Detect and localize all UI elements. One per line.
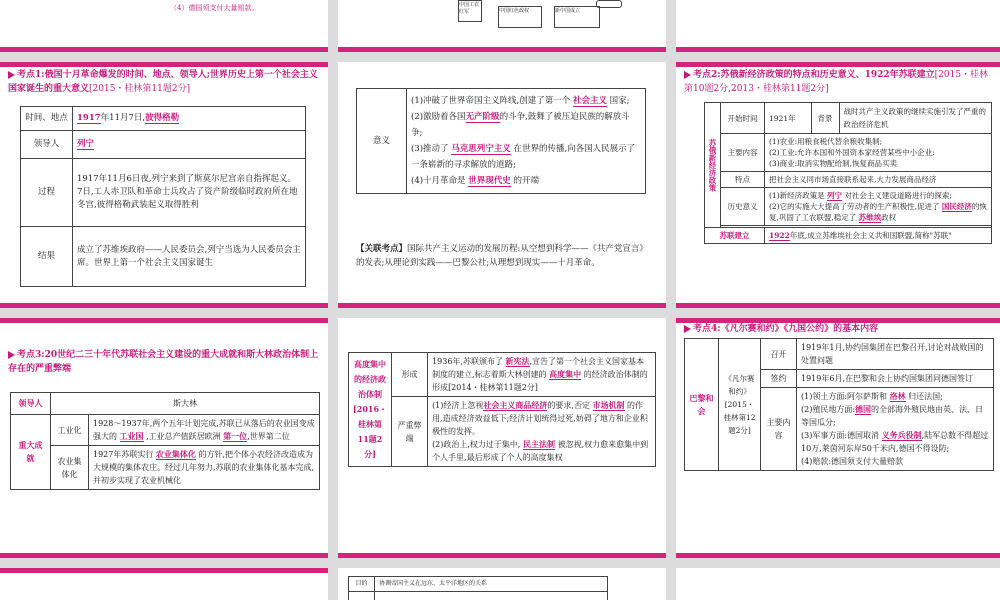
text: 1927年苏联实行: [93, 450, 154, 459]
slide-6-bottom-bar: [676, 303, 1000, 308]
keyword: 社会主义商品经济: [483, 400, 548, 410]
table-row: [705, 188, 992, 226]
slide-11: [338, 568, 666, 600]
slide-7-top-bar: [0, 318, 328, 323]
significance-table: [356, 88, 646, 194]
heading-text: 考点2:苏俄新经济政策的特点和历史意义、1922年苏联建立: [693, 70, 935, 80]
item: [801, 429, 989, 455]
slide-5: [338, 62, 666, 308]
bg-text: 战时共产主义政策的继续实施引发了严重的政治经济危机: [843, 107, 986, 129]
inner-table: [765, 103, 991, 133]
stalin-table: [10, 392, 320, 490]
slide-1-snippet: （4）德国须支付大量赔款。: [170, 4, 259, 12]
keyword: 1917: [77, 113, 101, 123]
table-row: [11, 446, 320, 490]
row-label: 苏联建立: [705, 228, 765, 244]
triangle-icon: [8, 71, 15, 79]
keyword: 新宪法: [505, 356, 530, 366]
row-label: 过程: [21, 159, 73, 227]
system-table: [348, 352, 656, 467]
text: 被忽视,权力愈来愈集中到个人手里,最后形成了个人的高度集权: [432, 440, 649, 462]
inner-row: [765, 103, 991, 133]
triangle-icon: [684, 71, 691, 79]
row-value: [73, 107, 306, 131]
point-2: [411, 109, 641, 141]
item: (1)农业:用粮食税代替余粮收集制;: [769, 137, 883, 146]
slide-6-heading: [684, 68, 996, 96]
row-label: 结果: [21, 227, 73, 287]
keyword: 苏维埃: [858, 213, 882, 222]
slide-4-bottom-bar: [0, 303, 328, 308]
slide-2: [338, 0, 666, 52]
keyword: 社会主义: [572, 96, 607, 106]
keyword: 列宁: [827, 191, 843, 200]
heading-text: 考点1:俄国十月革命爆发的时间、地点、领导人;世界历史上第一个社会主义国家诞生的重大意义: [8, 70, 318, 94]
text: 1936年,苏联颁布了: [432, 357, 503, 366]
slide-2-bottom-bar: [338, 47, 666, 52]
table-row: [21, 227, 306, 287]
table-row: [349, 592, 608, 600]
slide-8-bottom-bar: [338, 553, 666, 558]
text: ,工业总产值跃居欧洲: [146, 432, 221, 441]
heading-text: 考点3:20世纪二三十年代苏联社会主义建设的重大成就和斯大林政治体制上存在的严重弊端: [8, 350, 319, 374]
slide-6-top-bar: [676, 62, 1000, 67]
row-value: [407, 89, 646, 194]
row-label: 主要内容: [761, 388, 797, 471]
keyword: 第一位: [223, 431, 248, 441]
row-label: 签约: [761, 370, 797, 388]
row-label: 主要内容: [721, 134, 765, 172]
row-label: 开始时间: [721, 103, 765, 134]
treaty-label: 《凡尔赛和约》[2015・桂林第12题2分]: [719, 339, 761, 471]
row-value: 把社会主义同市场直接联系起来,大力发展商品经济: [765, 172, 992, 188]
keyword: 1922: [769, 231, 790, 240]
slide-8: [338, 318, 666, 558]
text: 政权: [881, 213, 897, 222]
text: ,陆军总数不得超过10万,莱茵河东岸50千米内,德国不得设防;: [801, 431, 989, 453]
empty-cell: [375, 592, 608, 600]
row-value: [765, 228, 992, 244]
item: (2)工业:允许本国和外国资本家经营某些中小企业;: [769, 148, 935, 157]
slide-4-heading: [8, 68, 322, 96]
row-value: [428, 353, 656, 397]
keyword: 德国: [855, 404, 872, 414]
table-row: [349, 577, 608, 592]
text: 的斗争,鼓舞了被压迫民族的解放斗争;: [411, 112, 630, 138]
text: 1928～1937年,两个五年计划完成,苏联已从落后的农业国变成强大的: [93, 419, 315, 441]
slide-7-heading: [8, 348, 322, 376]
text: 的开端: [513, 176, 539, 186]
text: (4)十月革命是: [411, 176, 466, 186]
keyword: 工业国: [119, 431, 144, 441]
versailles-table: [684, 338, 994, 471]
text: 的要求,否定: [547, 401, 590, 410]
heading-source: [2015・桂林第11题2分]: [89, 84, 191, 94]
slide-9: [676, 318, 1000, 558]
row-label: 工业化: [51, 415, 89, 446]
row-label: 时间、地点: [21, 107, 73, 131]
point-4: [411, 173, 641, 189]
row-value: 协调帝国主义在远东、太平洋地区的关系: [375, 577, 608, 592]
slide-7: [0, 318, 328, 558]
related-note: [356, 242, 648, 270]
slide-10-top-bar: [0, 568, 328, 573]
table-row: [11, 393, 320, 415]
keyword: 无产阶级: [465, 112, 500, 122]
slide-12: [676, 568, 1000, 600]
keyword: 马克思列宁主义: [451, 144, 511, 154]
row-value: [765, 188, 992, 226]
slide-10: [0, 568, 328, 600]
slide-7-bottom-bar: [0, 553, 328, 558]
keyword: 彼得格勒: [145, 113, 180, 123]
row-value: [73, 131, 306, 159]
table-row: [21, 131, 306, 159]
slide-1: [0, 0, 328, 52]
keyword: 洛林: [889, 391, 906, 401]
slide-6: [676, 62, 1000, 308]
text: (1)领土方面:阿尔萨斯和: [801, 392, 888, 401]
keyword: 民主法制: [523, 439, 556, 449]
flow-box-4: [596, 0, 622, 8]
note-text: 国际共产主义运动的发展历程:从空想到科学——《共产党宣言》的发表;从理论到实践——巴黎公社;从理想到现实——十月革命。: [356, 244, 648, 268]
text: 的全部海外殖民地由英、法、日等国瓜分;: [801, 405, 984, 427]
start-year: 1921年: [765, 103, 811, 133]
row-label: 意义: [357, 89, 407, 194]
table-row: [705, 134, 992, 172]
text: 在世界的传播,向各国人民展示了一条崭新的寻求解放的道路;: [411, 144, 636, 170]
text: (3)推动了: [411, 144, 449, 154]
row-value: [765, 103, 992, 134]
text: (2)激励着各国: [411, 112, 466, 122]
keyword: 国民经济: [941, 202, 972, 211]
text: (1)冲破了世界帝国主义阵线,创建了第一个: [411, 96, 571, 106]
row-value: [89, 446, 320, 490]
point-1: [411, 93, 641, 109]
row-value: 1919年6月,在巴黎和会上协约国集团同德国签订: [797, 370, 994, 388]
table-row: [705, 103, 992, 134]
nep-table: [704, 102, 992, 244]
table-row: [705, 228, 992, 244]
row-label: 领导人: [11, 393, 51, 415]
heading-source: [2015・桂林第10题2分,2013・桂林第11题2分]: [684, 70, 989, 94]
row-value: [765, 134, 992, 172]
slide-9-bottom-bar: [676, 553, 1000, 558]
table-row: [705, 172, 992, 188]
row-value: 1919年1月,协约国集团在巴黎召开,讨论对战败国的处置问题: [797, 339, 994, 370]
empty-cell: [349, 592, 375, 600]
item: (4)赔款:德国须支付大量赔款: [801, 457, 904, 466]
item: (3)商业:取消实物配给制,恢复商品买卖: [769, 159, 898, 168]
table-row: [11, 415, 320, 446]
table-row: [21, 159, 306, 227]
achievements-label: 重大成就: [11, 415, 51, 490]
item: [769, 190, 987, 201]
keyword: 世界现代史: [468, 176, 511, 186]
text: (3)军事方面:德国取消: [801, 431, 880, 440]
side-label: 苏俄新经济政策: [705, 103, 721, 228]
row-value: [797, 388, 994, 471]
item: [432, 438, 651, 464]
slide-5-bottom-bar: [338, 303, 666, 308]
table-row: [685, 339, 994, 370]
keyword: 高度集中: [549, 369, 582, 379]
text: (2)殖民地方面:: [801, 405, 856, 414]
keyword: 市场机制: [592, 400, 625, 410]
table-row: [357, 89, 646, 194]
text: 年11月7日,: [100, 113, 146, 123]
triangle-icon: [8, 351, 15, 359]
text: (2)它的实施大大提高了劳动者的生产积极性,促进了: [769, 202, 940, 211]
keyword: 列宁: [77, 139, 95, 149]
slide-9-heading: [684, 322, 996, 336]
table-row: [21, 107, 306, 131]
row-label: 严重弊端: [392, 397, 428, 467]
text: 的恢复,巩固了工农联盟,稳定了: [769, 202, 987, 222]
october-revolution-table: [20, 106, 306, 287]
text: ,宣告了第一个社会主义国家基本制度的建立,标志着斯大林创建的: [432, 357, 645, 379]
text: 国家;: [609, 96, 630, 106]
triangle-icon: [684, 325, 691, 333]
flow-box-3: 新中国成立: [554, 6, 600, 28]
note-tag: 【关联考点】: [356, 244, 408, 254]
flow-box-1: 中国工农红军: [458, 0, 482, 22]
slide-4-top-bar: [0, 62, 328, 67]
bg-label: 背景: [811, 103, 839, 133]
slide-1-bottom-bar: [0, 47, 328, 52]
text: 的经济政治体制的形成: [432, 370, 648, 392]
text: ,世界第二位: [247, 432, 290, 441]
row-label: 特点: [721, 172, 765, 188]
text: 对社会主义建设道路进行的探索;: [844, 191, 952, 200]
flow-box-2: 中国红色政权: [498, 6, 542, 28]
keyword: 农业集体化: [155, 449, 196, 459]
item: [769, 201, 987, 223]
row-value: [89, 415, 320, 446]
text: (1)新经济政策是: [769, 191, 825, 200]
row-label: 形成: [392, 353, 428, 397]
text: 的作用,造成经济效益低下;经济计划统得过死,妨碍了地方和企业积极性的发挥。: [432, 401, 648, 436]
nine-power-table: [348, 576, 608, 600]
slide-3: [676, 0, 1000, 52]
row-label: 目的: [349, 577, 375, 592]
item: [432, 399, 651, 438]
text: (1)经济上忽视: [432, 401, 484, 410]
point-3: [411, 141, 641, 173]
row-label: 历史意义: [721, 188, 765, 226]
table-row: [349, 397, 656, 467]
text: 年底,成立苏维埃社会主义共和国联盟,简称"苏联": [789, 231, 952, 240]
row-value: 斯大林: [51, 393, 320, 415]
side-label: 巴黎和会: [685, 339, 719, 471]
text: (2)政治上,权力过于集中,: [432, 440, 521, 449]
slide-3-bottom-bar: [676, 47, 1000, 52]
text: 归还法国;: [908, 392, 943, 401]
source: [2014・桂林第11题2分]: [448, 383, 538, 392]
row-label: 农业集体化: [51, 446, 89, 490]
row-value: [428, 397, 656, 467]
slide-4: [0, 62, 328, 308]
row-label: 领导人: [21, 131, 73, 159]
table-row: [349, 353, 656, 397]
item: [801, 403, 989, 429]
item: [801, 390, 989, 403]
keyword: 义务兵役制: [881, 430, 922, 440]
row-value: 成立了苏维埃政府——人民委员会,列宁当选为人民委员会主席。世界上第一个社会主义国家诞生: [73, 227, 306, 287]
heading-text: 考点4:《凡尔赛和约》《九国公约》的基本内容: [693, 324, 879, 334]
text: 的方针,把个体小农经济改造成为大规模的集体农庄。经过几年努力,苏联的农业集体化基本完成,并初步实现了农业机械化: [93, 450, 315, 485]
side-label: 高度集中的经济政治体制[2016・桂林第11题2分]: [349, 353, 392, 467]
row-label: 召开: [761, 339, 797, 370]
row-value: 1917年11月6日夜,列宁来到了斯莫尔尼宫亲自指挥起义。7日,工人赤卫队和革命士兵攻占了资产阶级临时政府所在地冬宫,彼得格勒武装起义取得胜利: [73, 159, 306, 227]
